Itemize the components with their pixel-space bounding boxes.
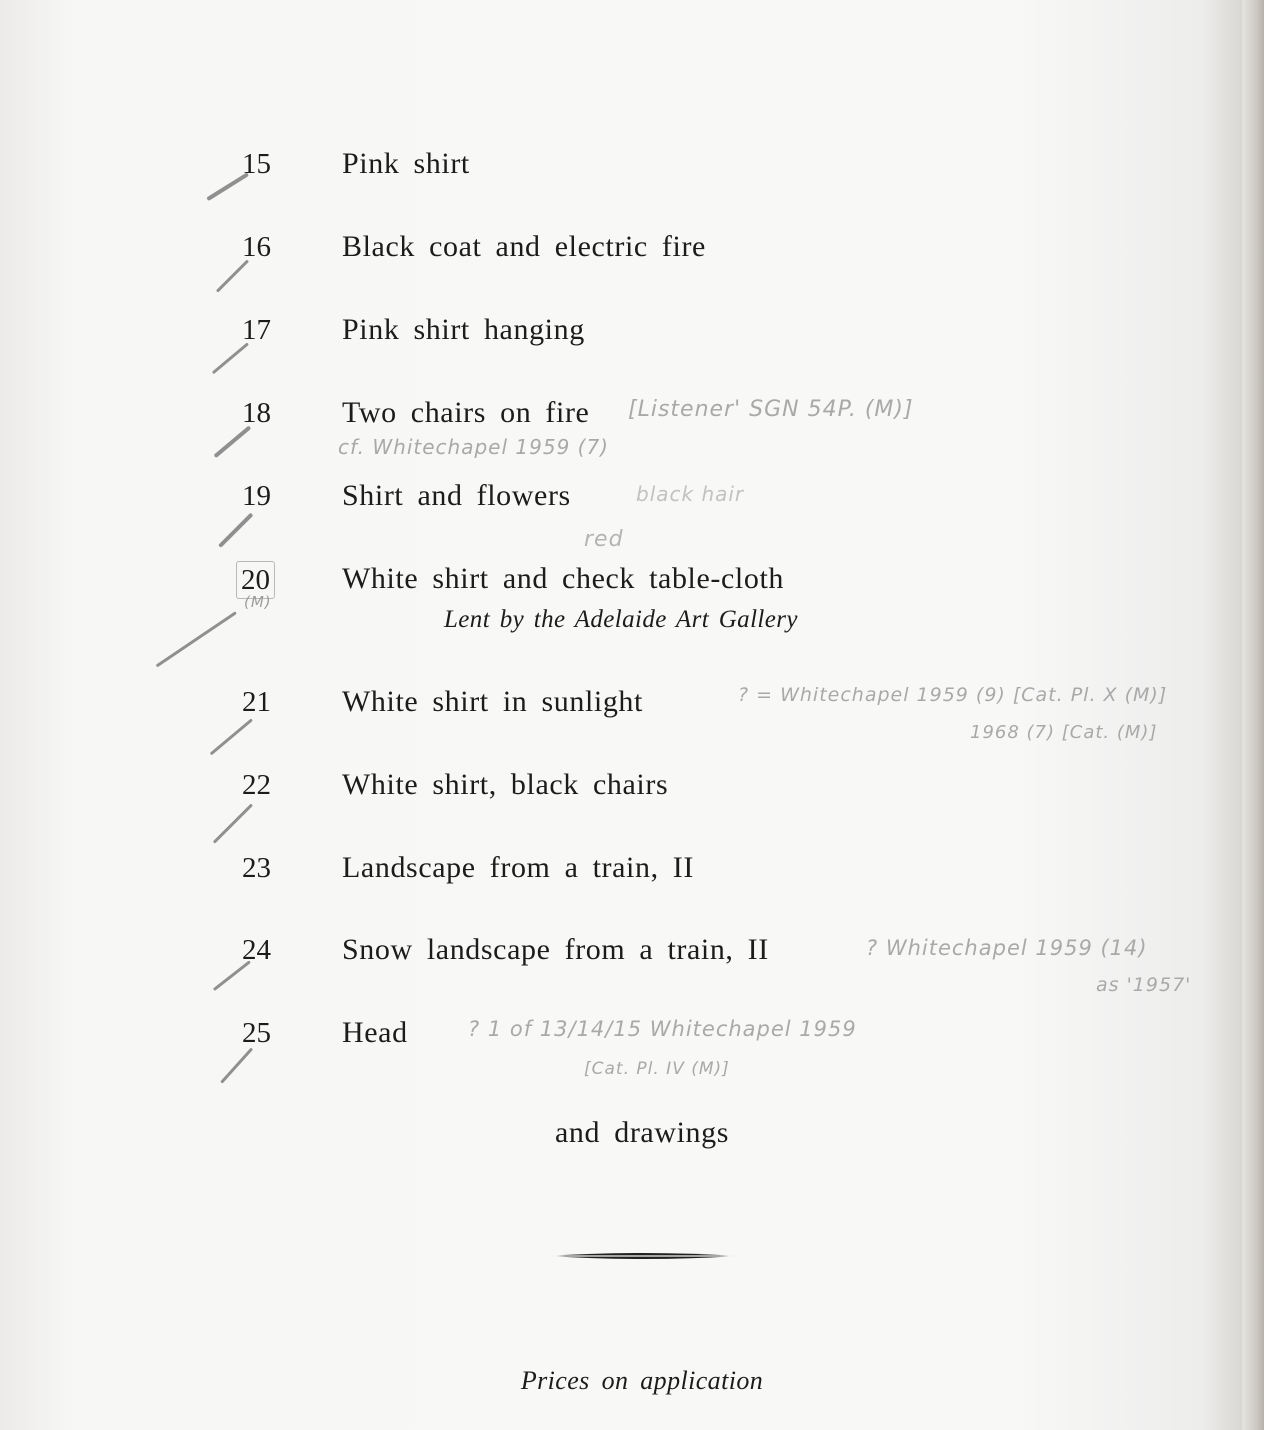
pencil-tick-mark <box>213 803 253 843</box>
pencil-annotation: (M) <box>244 593 272 611</box>
pencil-annotation: black hair <box>636 482 745 506</box>
entry-title: Two chairs on fire <box>342 396 590 429</box>
pencil-annotation: cf. Whitechapel 1959 (7) <box>338 435 609 459</box>
and-drawings-line: and drawings <box>555 1116 729 1149</box>
catalogue-entry-21 <box>0 684 1264 743</box>
entry-number: 19 <box>242 480 271 512</box>
pencil-annotation: [Cat. Pl. IV (M)] <box>584 1059 730 1079</box>
entry-number: 21 <box>242 686 271 718</box>
entry-number: 24 <box>242 934 271 966</box>
entry-title: Head <box>342 1016 408 1049</box>
pencil-tick-mark <box>220 1047 253 1083</box>
pencil-annotation: [Listener' SGN 54P. (M)] <box>628 397 914 422</box>
pencil-tick-mark <box>156 611 237 667</box>
catalogue-entry-25 <box>0 1015 1264 1079</box>
prices-footer: Prices on application <box>520 1366 764 1395</box>
catalogue-entry-17 <box>0 312 1264 352</box>
entry-title: Pink shirt hanging <box>342 313 585 346</box>
pencil-annotation: as '1957' <box>1096 974 1192 996</box>
pencil-annotation: ? Whitechapel 1959 (14) <box>866 936 1148 960</box>
catalogue-entry-24 <box>0 932 1264 996</box>
lender-credit: Lent by the Adelaide Art Gallery <box>444 606 798 633</box>
entry-title: White shirt, black chairs <box>342 768 669 801</box>
entry-number: 23 <box>242 852 271 884</box>
entry-title: Black coat and electric fire <box>342 230 706 263</box>
pencil-annotation: red <box>584 527 624 552</box>
catalogue-entry-18 <box>0 395 1264 459</box>
entry-number: 25 <box>242 1017 271 1049</box>
pencil-annotation: 1968 (7) [Cat. (M)] <box>970 722 1158 743</box>
catalogue-entry-15 <box>0 146 1264 186</box>
pencil-annotation: ? 1 of 13/14/15 Whitechapel 1959 <box>468 1017 857 1041</box>
entry-title: Shirt and flowers <box>342 479 571 512</box>
catalogue-entry-23 <box>0 850 1264 890</box>
entry-number: 22 <box>242 769 271 801</box>
entry-number: 18 <box>242 397 271 429</box>
entry-number: 15 <box>242 148 271 180</box>
catalogue-entry-16 <box>0 229 1264 269</box>
entry-number: 16 <box>242 231 271 263</box>
entry-title: Snow landscape from a train, II <box>342 933 769 966</box>
entry-number: 17 <box>242 314 271 346</box>
pencil-tick-mark <box>218 513 253 548</box>
catalogue-entry-22 <box>0 767 1264 807</box>
pencil-annotation: ? = Whitechapel 1959 (9) [Cat. Pl. X (M)] <box>738 684 1168 706</box>
catalogue-entry-20 <box>0 527 1264 611</box>
pencil-tick-mark <box>210 718 253 755</box>
decorative-rule <box>548 1250 738 1262</box>
entry-title: White shirt in sunlight <box>342 685 643 718</box>
entry-number: 20 <box>236 561 275 599</box>
entry-title: Landscape from a train, II <box>342 851 694 884</box>
catalogue-entry-19 <box>0 478 1264 518</box>
entry-title: White shirt and check table-cloth <box>342 562 784 595</box>
entry-title: Pink shirt <box>342 147 470 180</box>
